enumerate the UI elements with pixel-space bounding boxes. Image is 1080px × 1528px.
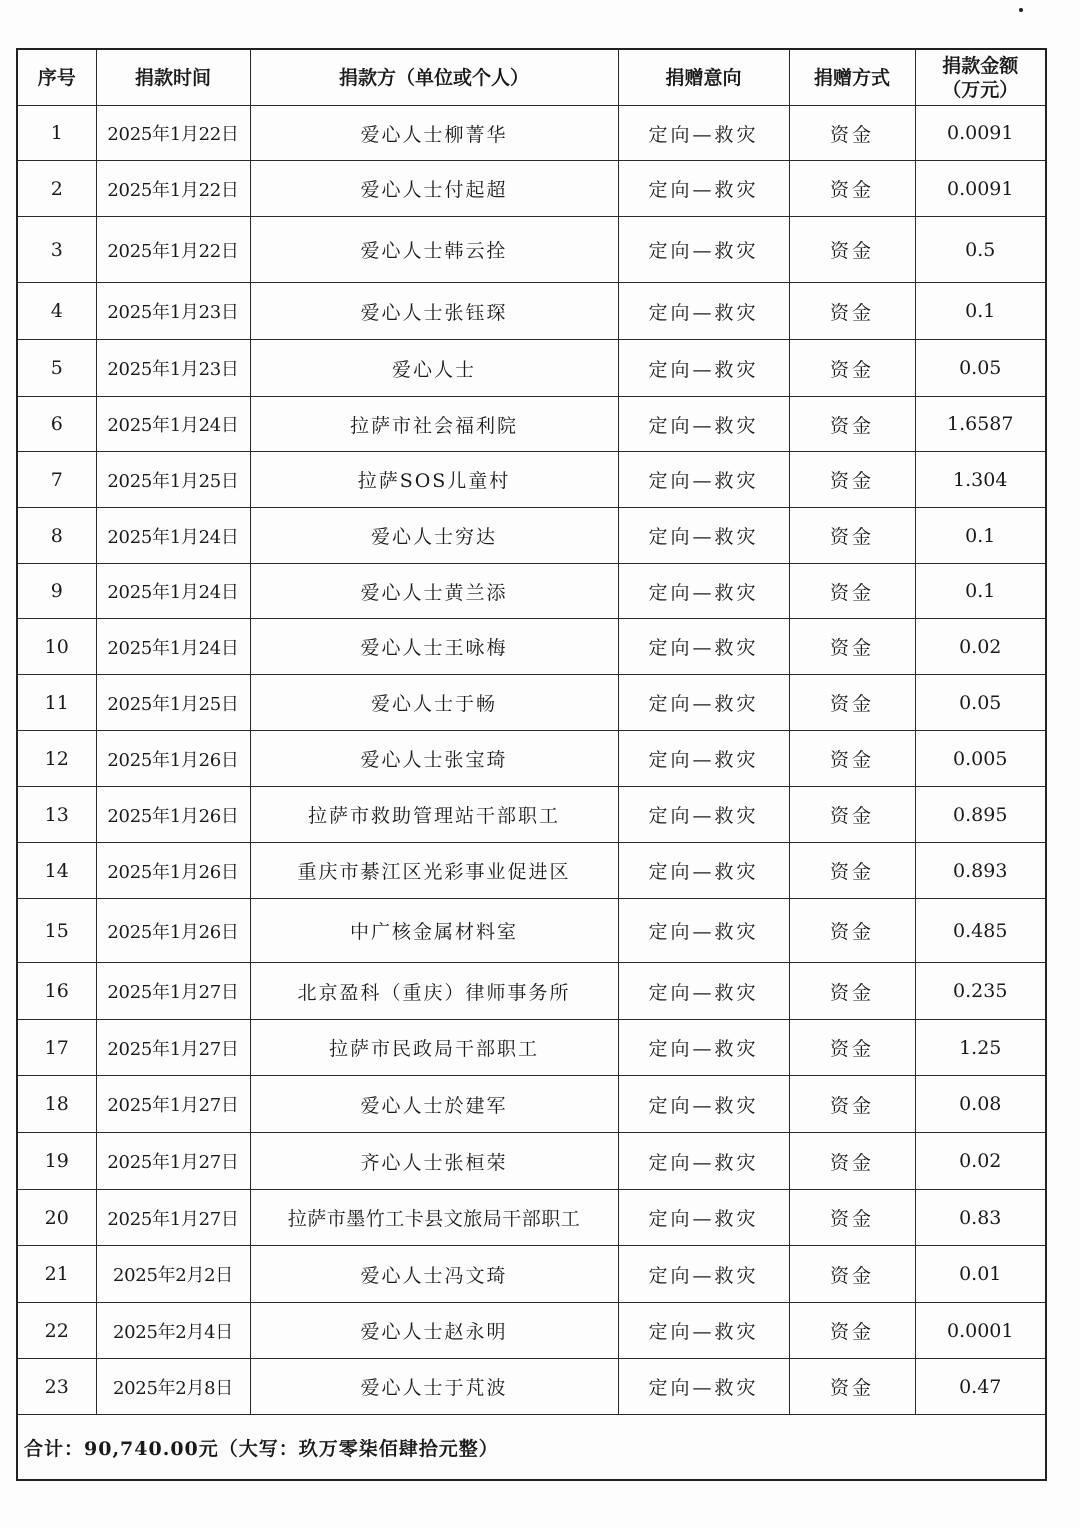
cell-amount: 0.005 [915, 731, 1046, 787]
cell-method: 资金 [789, 843, 915, 899]
cell-amount: 0.08 [915, 1076, 1046, 1133]
cell-method: 资金 [789, 963, 915, 1020]
cell-intent: 定向—救灾 [618, 283, 789, 340]
cell-date: 2025年1月22日 [96, 217, 250, 283]
table-row [17, 1303, 1046, 1359]
cell-method: 资金 [789, 508, 915, 564]
cell-method: 资金 [789, 619, 915, 675]
cell-amount: 0.0091 [915, 161, 1046, 217]
cell-donor: 拉萨市民政局干部职工 [250, 1020, 618, 1076]
cell-donor: 爱心人士韩云拴 [250, 217, 618, 283]
cell-date: 2025年2月8日 [96, 1359, 250, 1415]
cell-donor: 拉萨市救助管理站干部职工 [250, 787, 618, 843]
cell-amount: 1.25 [915, 1020, 1046, 1076]
table-row [17, 397, 1046, 452]
cell-method: 资金 [789, 1190, 915, 1246]
table-body [17, 106, 1046, 1481]
cell-amount: 0.0091 [915, 106, 1046, 161]
cell-index: 22 [17, 1303, 96, 1359]
cell-method: 资金 [789, 161, 915, 217]
cell-method: 资金 [789, 899, 915, 963]
cell-intent: 定向—救灾 [618, 564, 789, 619]
cell-donor: 爱心人士付起超 [250, 161, 618, 217]
cell-donor: 拉萨市社会福利院 [250, 397, 618, 452]
header-time: 捐款时间 [96, 49, 250, 106]
table-row [17, 1020, 1046, 1076]
cell-date: 2025年1月23日 [96, 283, 250, 340]
cell-index: 10 [17, 619, 96, 675]
cell-donor: 重庆市綦江区光彩事业促进区 [250, 843, 618, 899]
table-row [17, 161, 1046, 217]
cell-date: 2025年1月27日 [96, 1076, 250, 1133]
table-row [17, 283, 1046, 340]
cell-date: 2025年2月4日 [96, 1303, 250, 1359]
table-row [17, 843, 1046, 899]
cell-donor: 拉萨市墨竹工卡县文旅局干部职工 [250, 1190, 618, 1246]
cell-index: 5 [17, 340, 96, 397]
table-row [17, 508, 1046, 564]
cell-index: 9 [17, 564, 96, 619]
table-row [17, 787, 1046, 843]
cell-intent: 定向—救灾 [618, 787, 789, 843]
cell-amount: 0.01 [915, 1246, 1046, 1303]
cell-intent: 定向—救灾 [618, 508, 789, 564]
cell-index: 18 [17, 1076, 96, 1133]
cell-date: 2025年1月24日 [96, 619, 250, 675]
cell-date: 2025年1月26日 [96, 787, 250, 843]
cell-intent: 定向—救灾 [618, 843, 789, 899]
header-amount [915, 49, 1046, 106]
cell-intent: 定向—救灾 [618, 217, 789, 283]
cell-amount: 0.83 [915, 1190, 1046, 1246]
donation-table [16, 48, 1047, 1481]
table-row [17, 106, 1046, 161]
cell-method: 资金 [789, 1359, 915, 1415]
cell-index: 16 [17, 963, 96, 1020]
cell-index: 15 [17, 899, 96, 963]
cell-amount: 0.05 [915, 675, 1046, 731]
cell-method: 资金 [789, 452, 915, 508]
header-amount-line1: 捐款金额 [942, 54, 1019, 77]
scan-dot-mark [1019, 8, 1023, 12]
cell-method: 资金 [789, 1133, 915, 1190]
cell-date: 2025年1月26日 [96, 899, 250, 963]
cell-method: 资金 [789, 217, 915, 283]
cell-index: 23 [17, 1359, 96, 1415]
cell-amount: 0.893 [915, 843, 1046, 899]
cell-donor: 中广核金属材料室 [250, 899, 618, 963]
cell-index: 19 [17, 1133, 96, 1190]
cell-date: 2025年1月26日 [96, 843, 250, 899]
cell-donor: 爱心人士穷达 [250, 508, 618, 564]
cell-amount: 0.895 [915, 787, 1046, 843]
cell-date: 2025年1月25日 [96, 452, 250, 508]
cell-amount: 1.6587 [915, 397, 1046, 452]
cell-method: 资金 [789, 397, 915, 452]
cell-amount: 0.0001 [915, 1303, 1046, 1359]
header-amount-line2: （万元） [942, 78, 1019, 101]
cell-donor: 爱心人士黄兰添 [250, 564, 618, 619]
cell-donor: 爱心人士冯文琦 [250, 1246, 618, 1303]
table-row [17, 1246, 1046, 1303]
table-row [17, 1359, 1046, 1415]
cell-donor: 北京盈科（重庆）律师事务所 [250, 963, 618, 1020]
cell-donor: 爱心人士张宝琦 [250, 731, 618, 787]
cell-date: 2025年1月23日 [96, 340, 250, 397]
cell-index: 20 [17, 1190, 96, 1246]
cell-date: 2025年1月25日 [96, 675, 250, 731]
cell-date: 2025年1月24日 [96, 564, 250, 619]
total-text: 合计：90,740.00元（大写：玖万零柒佰肆拾元整） [17, 1415, 1046, 1481]
cell-intent: 定向—救灾 [618, 161, 789, 217]
cell-amount: 0.1 [915, 508, 1046, 564]
cell-intent: 定向—救灾 [618, 1076, 789, 1133]
header-method: 捐赠方式 [789, 49, 915, 106]
cell-donor: 爱心人士赵永明 [250, 1303, 618, 1359]
header-index: 序号 [17, 49, 96, 106]
cell-date: 2025年1月27日 [96, 1133, 250, 1190]
cell-index: 2 [17, 161, 96, 217]
cell-method: 资金 [789, 564, 915, 619]
cell-amount: 0.05 [915, 340, 1046, 397]
header-donor: 捐款方（单位或个人） [250, 49, 618, 106]
cell-intent: 定向—救灾 [618, 452, 789, 508]
cell-method: 资金 [789, 1020, 915, 1076]
table-row [17, 340, 1046, 397]
cell-method: 资金 [789, 787, 915, 843]
cell-date: 2025年1月27日 [96, 963, 250, 1020]
cell-index: 21 [17, 1246, 96, 1303]
cell-donor: 齐心人士张桓荣 [250, 1133, 618, 1190]
table-row [17, 619, 1046, 675]
table-row [17, 963, 1046, 1020]
cell-index: 7 [17, 452, 96, 508]
cell-index: 8 [17, 508, 96, 564]
cell-amount: 0.47 [915, 1359, 1046, 1415]
cell-intent: 定向—救灾 [618, 899, 789, 963]
total-row [17, 1415, 1046, 1481]
cell-date: 2025年1月24日 [96, 508, 250, 564]
cell-amount: 0.02 [915, 619, 1046, 675]
cell-method: 资金 [789, 106, 915, 161]
cell-date: 2025年1月27日 [96, 1020, 250, 1076]
table-row [17, 564, 1046, 619]
cell-intent: 定向—救灾 [618, 1303, 789, 1359]
cell-method: 资金 [789, 1246, 915, 1303]
cell-index: 1 [17, 106, 96, 161]
cell-amount: 0.5 [915, 217, 1046, 283]
cell-donor: 爱心人士於建军 [250, 1076, 618, 1133]
cell-intent: 定向—救灾 [618, 106, 789, 161]
cell-intent: 定向—救灾 [618, 340, 789, 397]
cell-donor: 爱心人士 [250, 340, 618, 397]
cell-intent: 定向—救灾 [618, 1190, 789, 1246]
table-row [17, 675, 1046, 731]
table-row [17, 452, 1046, 508]
table-header-row [17, 49, 1046, 106]
cell-index: 14 [17, 843, 96, 899]
cell-intent: 定向—救灾 [618, 619, 789, 675]
cell-intent: 定向—救灾 [618, 963, 789, 1020]
header-intent: 捐赠意向 [618, 49, 789, 106]
cell-donor: 爱心人士于畅 [250, 675, 618, 731]
cell-intent: 定向—救灾 [618, 1020, 789, 1076]
table-row [17, 1133, 1046, 1190]
cell-intent: 定向—救灾 [618, 1133, 789, 1190]
cell-amount: 1.304 [915, 452, 1046, 508]
cell-donor: 爱心人士柳菁华 [250, 106, 618, 161]
cell-donor: 拉萨SOS儿童村 [250, 452, 618, 508]
cell-index: 13 [17, 787, 96, 843]
table-row [17, 1076, 1046, 1133]
table-row [17, 899, 1046, 963]
cell-index: 4 [17, 283, 96, 340]
cell-date: 2025年1月22日 [96, 161, 250, 217]
cell-date: 2025年1月22日 [96, 106, 250, 161]
cell-date: 2025年2月2日 [96, 1246, 250, 1303]
cell-amount: 0.1 [915, 283, 1046, 340]
cell-intent: 定向—救灾 [618, 397, 789, 452]
cell-index: 12 [17, 731, 96, 787]
cell-donor: 爱心人士王咏梅 [250, 619, 618, 675]
cell-index: 3 [17, 217, 96, 283]
table-row [17, 731, 1046, 787]
cell-intent: 定向—救灾 [618, 1359, 789, 1415]
cell-method: 资金 [789, 1076, 915, 1133]
table-row [17, 1190, 1046, 1246]
cell-donor: 爱心人士于芃波 [250, 1359, 618, 1415]
cell-amount: 0.1 [915, 564, 1046, 619]
cell-date: 2025年1月26日 [96, 731, 250, 787]
cell-method: 资金 [789, 283, 915, 340]
cell-intent: 定向—救灾 [618, 1246, 789, 1303]
table-row [17, 217, 1046, 283]
cell-date: 2025年1月27日 [96, 1190, 250, 1246]
cell-method: 资金 [789, 675, 915, 731]
cell-index: 6 [17, 397, 96, 452]
cell-index: 11 [17, 675, 96, 731]
cell-amount: 0.485 [915, 899, 1046, 963]
cell-amount: 0.235 [915, 963, 1046, 1020]
cell-method: 资金 [789, 731, 915, 787]
cell-donor: 爱心人士张钰琛 [250, 283, 618, 340]
cell-method: 资金 [789, 1303, 915, 1359]
cell-index: 17 [17, 1020, 96, 1076]
cell-intent: 定向—救灾 [618, 675, 789, 731]
cell-method: 资金 [789, 340, 915, 397]
cell-date: 2025年1月24日 [96, 397, 250, 452]
cell-intent: 定向—救灾 [618, 731, 789, 787]
cell-amount: 0.02 [915, 1133, 1046, 1190]
